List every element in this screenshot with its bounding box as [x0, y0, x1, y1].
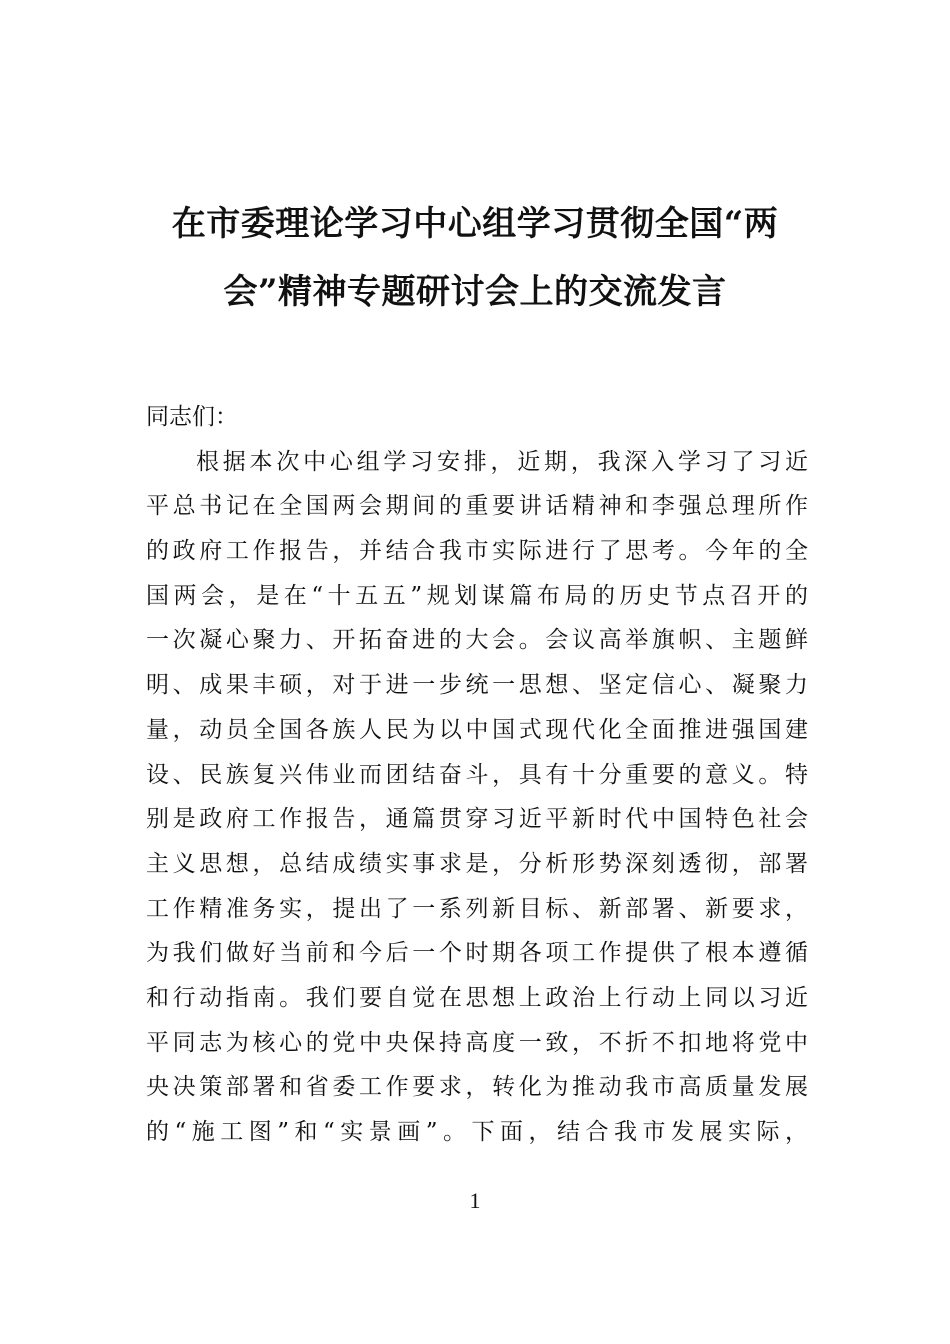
paragraph-line: 别是政府工作报告，通篇贯穿习近平新时代中国特色社会: [146, 806, 808, 833]
paragraph-line: 国两会，是在“十五五”规划谋篇布局的历史节点召开的: [146, 582, 808, 609]
title-line-2: 会”精神专题研讨会上的交流发言: [223, 272, 727, 312]
paragraph-line: 根据本次中心组学习安排，近期，我深入学习了习近: [196, 448, 808, 475]
paragraph-line: 和行动指南。我们要自觉在思想上政治上行动上同以习近: [146, 984, 808, 1011]
paragraph-line: 一次凝心聚力、开拓奋进的大会。会议高举旗帜、主题鲜: [146, 627, 808, 654]
paragraph-line: 为我们做好当前和今后一个时期各项工作提供了根本遵循: [146, 940, 808, 967]
paragraph-line: 工作精准务实，提出了一系列新目标、新部署、新要求，: [146, 895, 808, 922]
paragraph-line: 平同志为核心的党中央保持高度一致，不折不扣地将党中: [146, 1029, 808, 1056]
paragraph-line: 设、民族复兴伟业而团结奋斗，具有十分重要的意义。特: [146, 761, 808, 788]
page-number: 1: [469, 1188, 481, 1213]
paragraph-line: 央决策部署和省委工作要求，转化为推动我市高质量发展: [146, 1074, 808, 1101]
paragraph-line: 平总书记在全国两会期间的重要讲话精神和李强总理所作: [146, 493, 808, 520]
paragraph-line: 主义思想，总结成绩实事求是，分析形势深刻透彻，部署: [146, 850, 808, 877]
title-line-1: 在市委理论学习中心组学习贯彻全国“两: [171, 204, 779, 244]
paragraph-line: 的政府工作报告，并结合我市实际进行了思考。今年的全: [146, 538, 808, 565]
document-title: [140, 190, 810, 326]
paragraph-line: 的“施工图”和“实景画”。下面，结合我市发展实际，: [146, 1119, 808, 1145]
paragraph-line: 明、成果丰硕，对于进一步统一思想、坚定信心、凝聚力: [146, 672, 808, 699]
salutation: 同志们：: [146, 404, 238, 430]
document-body: [146, 395, 808, 1155]
paragraph-line: 量，动员全国各族人民为以中国式现代化全面推进强国建: [146, 716, 808, 743]
